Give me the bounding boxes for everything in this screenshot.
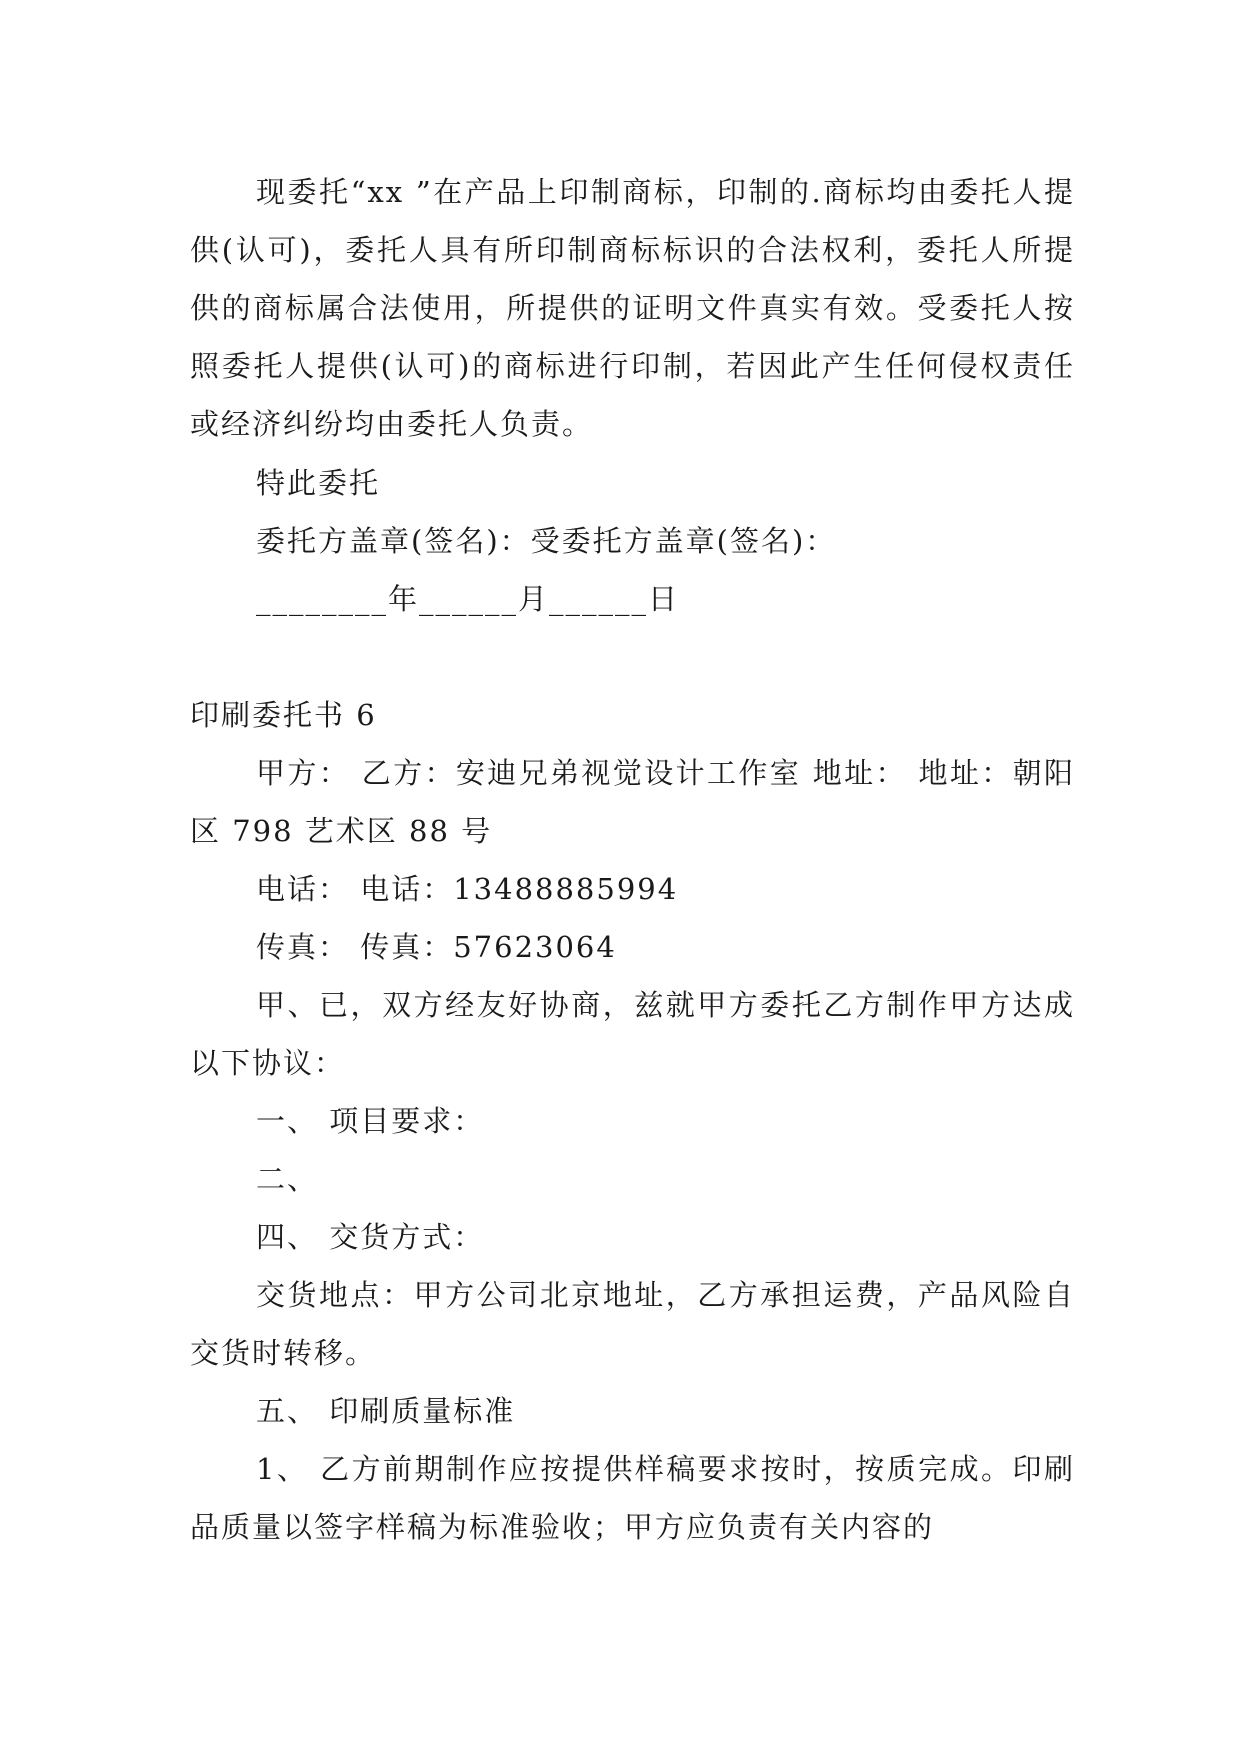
paragraph-agreement-intro: 甲、已，双方经友好协商，兹就甲方委托乙方制作甲方达成以下协议： [190,988,1075,1080]
paragraph-delivery-location: 交货地点：甲方公司北京地址，乙方承担运费，产品风险自交货时转移。 [190,1278,1075,1370]
paragraph-signature-line: 委托方盖章(签名)：受委托方盖章(签名)： [256,524,837,558]
paragraph-fax: 传真： 传真：57623064 [256,930,617,964]
paragraph-item-5: 五、 印刷质量标准 [256,1394,516,1428]
section-title: 印刷委托书 6 [190,698,377,732]
paragraph-parties-address: 甲方： 乙方：安迪兄弟视觉设计工作室 地址： 地址：朝阳区 798 艺术区 88 号 [190,756,1075,848]
paragraph-trademark-authorization: 现委托“xx ”在产品上印制商标，印制的.商标均由委托人提供(认可)，委托人具有所印制商标标识的合法权利，委托人所提供的商标属合法使用，所提供的证明文件真实有效。受委托人按照委托人提供(认可)的商标进行印制，若因此产生任何侵权责任或经济纠纷均由委托人负责。 [190,175,1075,441]
paragraph-item-1: 一、 项目要求： [256,1104,485,1138]
paragraph-special-entrust: 特此委托 [256,466,381,500]
paragraph-item-2: 二、 [256,1162,319,1196]
paragraph-date-line: ________年______月______日 [256,582,680,616]
paragraph-phone: 电话： 电话：13488885994 [256,872,679,906]
paragraph-item-4: 四、 交货方式： [256,1220,485,1254]
paragraph-quality-clause: 1、 乙方前期制作应按提供样稿要求按时，按质完成。印刷品质量以签字样稿为标准验收；甲方应负责有关内容的 [190,1452,1075,1544]
